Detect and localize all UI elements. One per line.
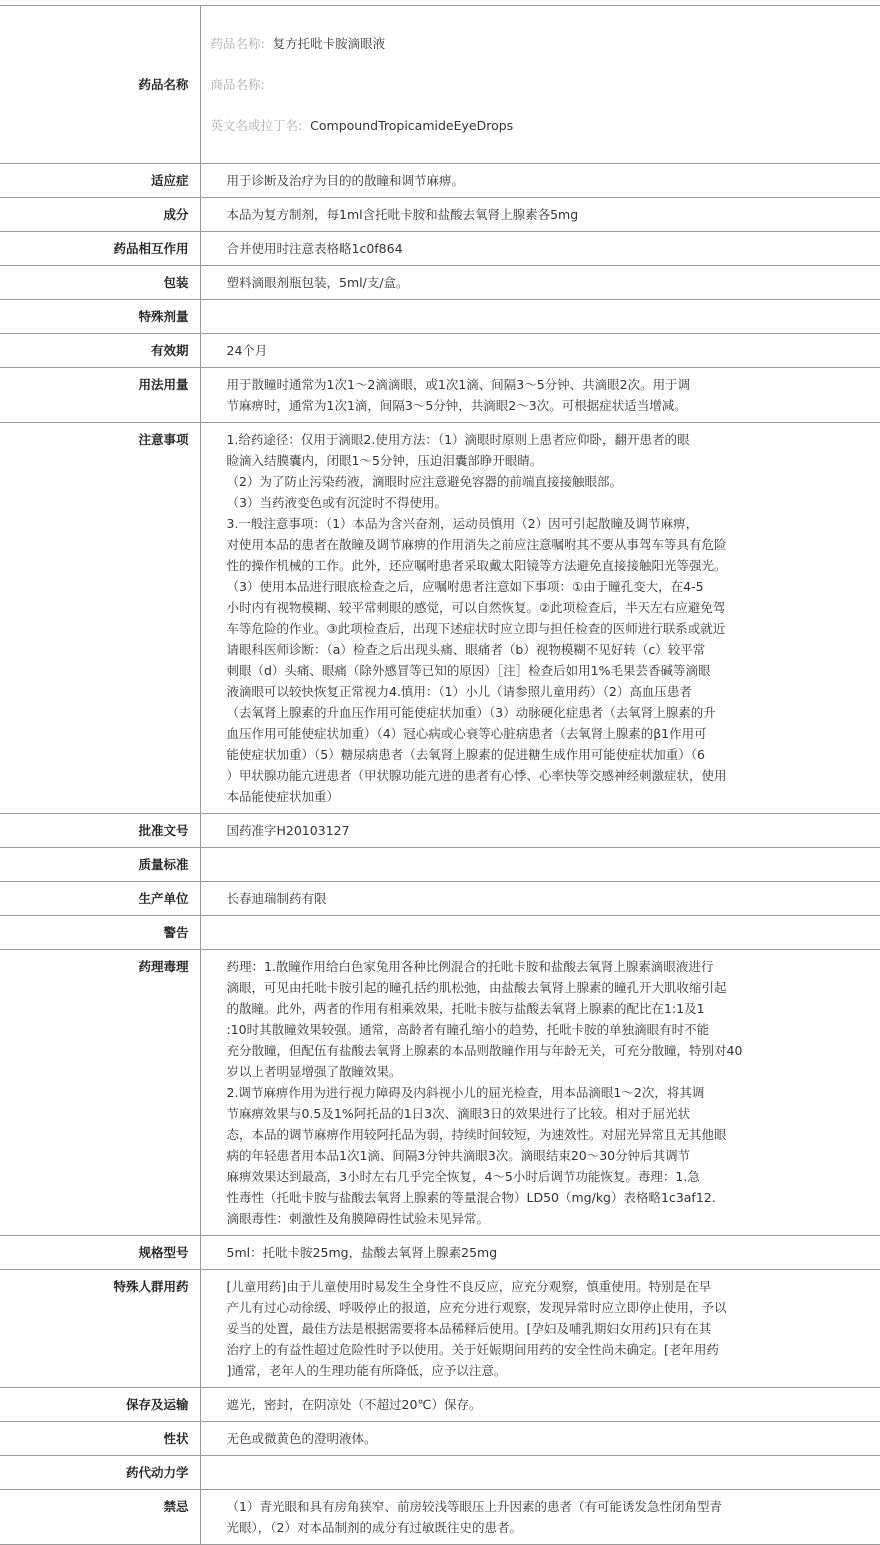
generic-name-line: [211, 34, 880, 55]
generic-name-label: 药品名称:: [211, 36, 265, 51]
row-value: 24个月: [200, 333, 880, 367]
row-value: 无色或微黄色的澄明液体。: [200, 1421, 880, 1455]
row-label: 生产单位: [0, 881, 200, 915]
row-pharmacokinetics: [0, 1455, 880, 1489]
spec-rows: [0, 163, 880, 1544]
english-name-label: 英文名或拉丁名:: [211, 118, 303, 133]
row-package: [0, 265, 880, 299]
row-value: 国药准字H20103127: [200, 813, 880, 847]
row-value: （1）青光眼和具有房角狭窄、前房较浅等眼压上升因素的患者（有可能诱发急性闭角型青 光眼），（2）对本品制剂的成分有过敏既往史的患者。: [200, 1489, 880, 1544]
row-special-population: [0, 1269, 880, 1387]
row-label: 注意事项: [0, 422, 200, 813]
row-label: 质量标准: [0, 847, 200, 881]
row-usage: [0, 367, 880, 422]
row-label: 批准文号: [0, 813, 200, 847]
row-label: 规格型号: [0, 1235, 200, 1269]
row-warning: [0, 915, 880, 949]
row-pharmacology: [0, 949, 880, 1235]
row-label: 特殊人群用药: [0, 1269, 200, 1387]
english-name-value: CompoundTropicamideEyeDrops: [310, 118, 513, 133]
row-storage: [0, 1387, 880, 1421]
row-label: 禁忌: [0, 1489, 200, 1544]
row-precautions: [0, 422, 880, 813]
row-validity: [0, 333, 880, 367]
row-interaction: [0, 231, 880, 265]
row-value: 合并使用时注意表格略1c0f864: [200, 231, 880, 265]
row-label: 特殊剂量: [0, 299, 200, 333]
row-value: 遮光，密封，在阴凉处（不超过20℃）保存。: [200, 1387, 880, 1421]
drug-name-block: [200, 6, 880, 164]
row-composition: [0, 197, 880, 231]
row-label: 保存及运输: [0, 1387, 200, 1421]
row-value: 1.给药途径：仅用于滴眼2.使用方法：（1）滴眼时原则上患者应仰卧，翻开患者的眼 睑滴入结膜囊内，闭眼1～5分钟，压迫泪囊部睁开眼睛。 （2）为了防止污染药液，滴眼时应注意避免容器的前端直接接触眼部。 （3）当药液变色或有沉淀时不得使用。 3.一般注意事项：（1）本品为含兴奋剂，运动员慎用（2）因可引起散瞳及调节麻痹， 对使用本品的患者在散瞳及调节麻痹的作用消失之前应注意嘱咐其不要从事驾车等具有危险 性的操作机械的工作。此外，还应嘱咐患者采取戴太阳镜等方法避免直接接触阳光等强光。 （3）使用本品进行眼底检查之后，应嘱咐患者注意如下事项：①由于瞳孔变大，在4-5 小时内有视物模糊、较平常刺眼的感觉，可以自然恢复。②此项检查后，半天左右应避免驾 车等危险的作业。③此项检查后，出现下述症状时应立即与担任检查的医师进行联系或就近 请眼科医师诊断：（a）检查之后出现头痛、眼痛者（b）视物模糊不见好转（c）较平常 刺眼（d）头痛、眼痛（除外感冒等已知的原因）［注］检查后如用1%毛果芸香碱等滴眼 液滴眼可以较快恢复正常视力4.慎用：（1）小儿（请参照儿童用药）（2）高血压患者 （去氧肾上腺素的升血压作用可能使症状加重）（3）动脉硬化症患者（去氧肾上腺素的升 血压作用可能使症状加重）（4）冠心病或心衰等心脏病患者（去氧肾上腺素的β1作用可 能使症状加重）（5）糖尿病患者（去氧肾上腺素的促进糖生成作用可能使症状加重）（6 ）甲状腺功能亢进患者（甲状腺功能亢进的患者有心悸、心率快等交感神经刺激症状，使用 本品能使症状加重）: [200, 422, 880, 813]
english-name-line: [211, 116, 880, 137]
row-label: 药品名称: [0, 6, 200, 164]
row-label: 警告: [0, 915, 200, 949]
row-drug-name: [0, 6, 880, 164]
row-value: 塑料滴眼剂瓶包装，5ml/支/盒。: [200, 265, 880, 299]
row-quality: [0, 847, 880, 881]
row-value: [200, 915, 880, 949]
row-manufacturer: [0, 881, 880, 915]
row-value: 本品为复方制剂，每1ml含托吡卡胺和盐酸去氧肾上腺素各5mg: [200, 197, 880, 231]
row-value: 5ml：托吡卡胺25mg，盐酸去氧肾上腺素25mg: [200, 1235, 880, 1269]
row-label: 药代动力学: [0, 1455, 200, 1489]
row-label: 药理毒理: [0, 949, 200, 1235]
row-value: 用于散瞳时通常为1次1～2滴滴眼，或1次1滴、间隔3～5分钟、共滴眼2次。用于调 节麻痹时，通常为1次1滴，间隔3～5分钟，共滴眼2～3次。可根据症状适当增减。: [200, 367, 880, 422]
row-appearance: [0, 1421, 880, 1455]
row-approval: [0, 813, 880, 847]
trade-name-line: [211, 75, 880, 96]
row-value: 用于诊断及治疗为目的的散瞳和调节麻痹。: [200, 163, 880, 197]
row-special-dose: [0, 299, 880, 333]
row-label: 用法用量: [0, 367, 200, 422]
generic-name-value: 复方托吡卡胺滴眼液: [273, 36, 386, 51]
drug-spec-table: [0, 5, 880, 1545]
row-label: 适应症: [0, 163, 200, 197]
row-label: 有效期: [0, 333, 200, 367]
row-label: 药品相互作用: [0, 231, 200, 265]
row-value: [儿童用药]由于儿童使用时易发生全身性不良反应，应充分观察，慎重使用。特别是在早 产儿有过心动徐缓、呼吸停止的报道，应充分进行观察，发现异常时应立即停止使用，予以 妥当的处置，最佳方法是根据需要将本品稀释后使用。[孕妇及哺乳期妇女用药]只有在其 治疗上的有益性超过危险性时予以使用。关于妊娠期间用药的安全性尚未确定。[老年用药 ]通常，老年人的生理功能有所降低，应予以注意。: [200, 1269, 880, 1387]
row-contraindication: [0, 1489, 880, 1544]
row-label: 包装: [0, 265, 200, 299]
row-specification: [0, 1235, 880, 1269]
trade-name-label: 商品名称:: [211, 77, 265, 92]
row-label: 性状: [0, 1421, 200, 1455]
row-value: 长春迪瑞制药有限: [200, 881, 880, 915]
row-value: [200, 299, 880, 333]
row-value: [200, 1455, 880, 1489]
row-label: 成分: [0, 197, 200, 231]
row-value: 药理：1.散瞳作用给白色家兔用各种比例混合的托吡卡胺和盐酸去氧肾上腺素滴眼液进行 滴眼，可见由托吡卡胺引起的瞳孔括约肌松弛，由盐酸去氧肾上腺素的瞳孔开大肌收缩引起 的散瞳。此外，两者的作用有相乘效果，托吡卡胺与盐酸去氧肾上腺素的配比在1:1及1 :10时其散瞳效果较强。通常，高龄者有瞳孔缩小的趋势，托吡卡胺的单独滴眼有时不能 充分散瞳，但配伍有盐酸去氧肾上腺素的本品则散瞳作用与年龄无关，可充分散瞳，特别对40 岁以上者明显增强了散瞳效果。 2.调节麻痹作用为进行视力障碍及内斜视小儿的屈光检查，用本品滴眼1～2次，将其调 节麻痹效果与0.5及1%阿托品的1日3次、滴眼3日的效果进行了比较。相对于屈光状 态，本品的调节麻痹作用较阿托品为弱，持续时间较短，为速效性。对屈光异常且无其他眼 病的年轻患者用本品1次1滴、间隔3分钟共滴眼3次。滴眼结束20～30分钟后其调节 麻痹效果达到最高，3小时左右几乎完全恢复，4～5小时后调节功能恢复。毒理：1.急 性毒性（托吡卡胺与盐酸去氧肾上腺素的等量混合物）LD50（mg/kg）表格略1c3af12. 滴眼毒性：刺激性及角膜障碍性试验未见异常。: [200, 949, 880, 1235]
row-value: [200, 847, 880, 881]
row-indication: [0, 163, 880, 197]
